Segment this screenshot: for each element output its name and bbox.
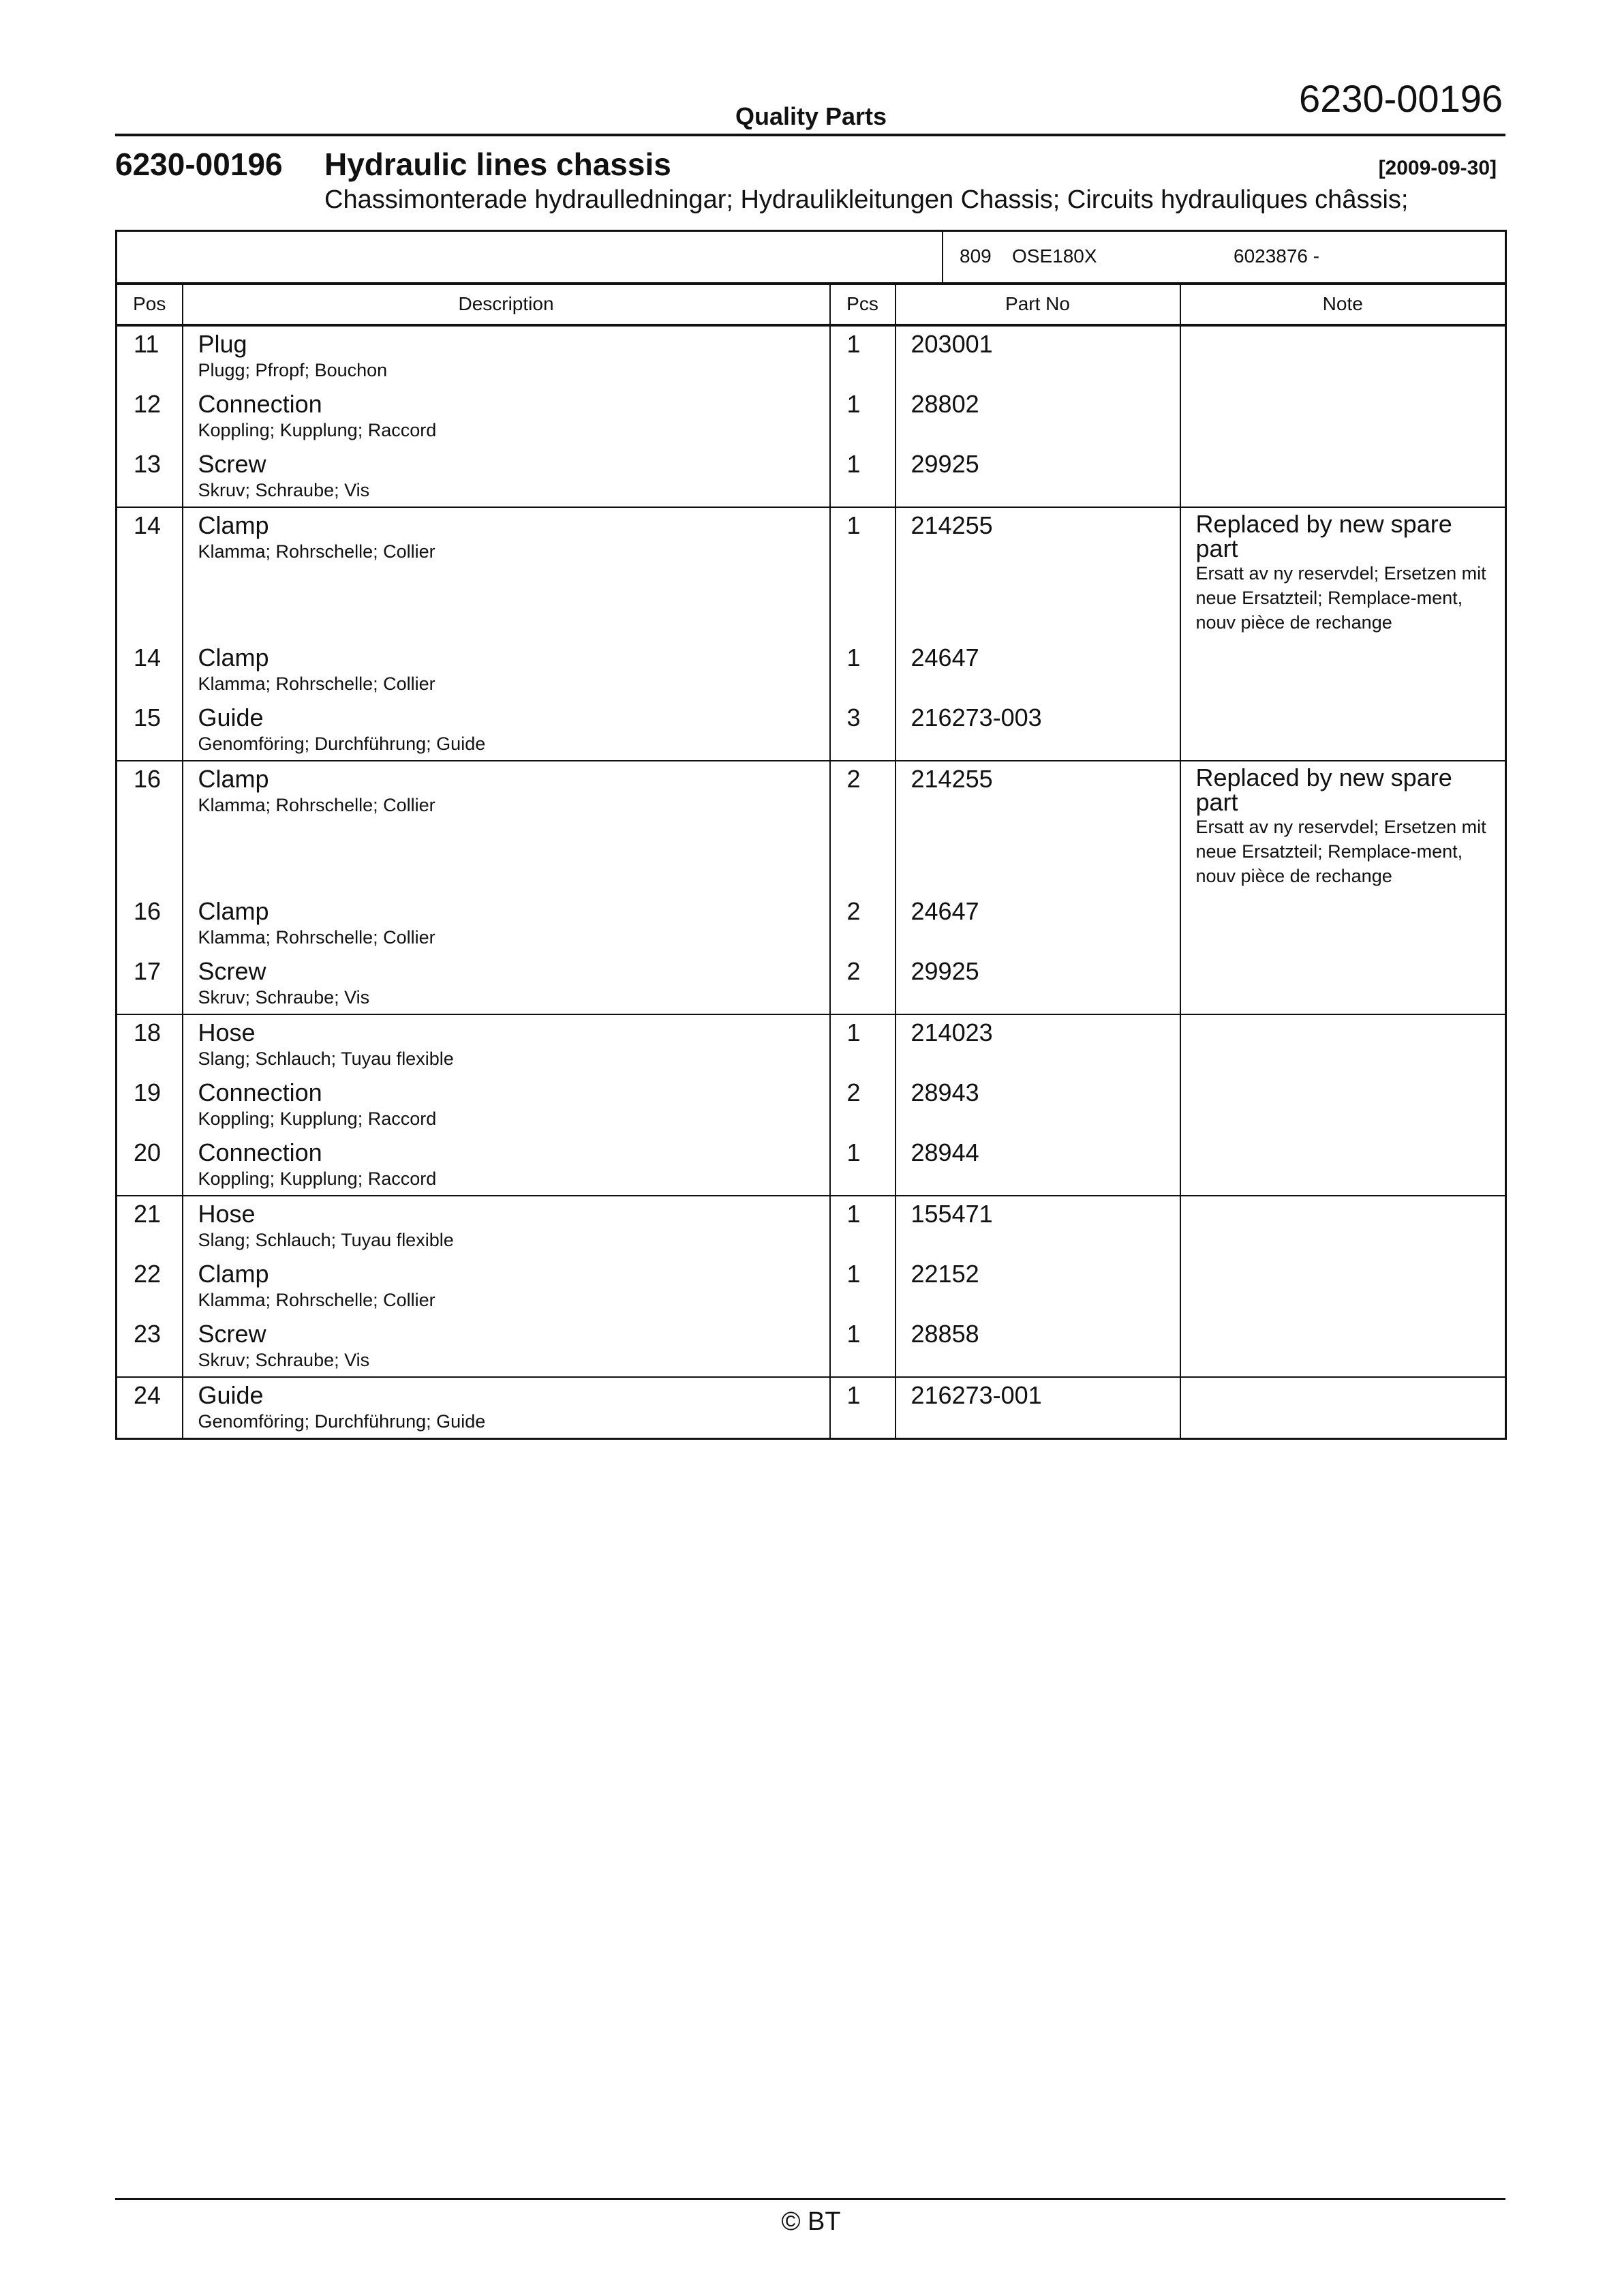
note-cell bbox=[1180, 1256, 1506, 1316]
table-row bbox=[117, 1316, 1506, 1377]
table-row bbox=[117, 325, 1506, 387]
note-cell bbox=[1180, 447, 1506, 507]
part-translations: Skruv; Schraube; Vis bbox=[198, 480, 370, 500]
part-name: Screw bbox=[198, 1320, 266, 1348]
part-translations: Klamma; Rohrschelle; Collier bbox=[198, 674, 435, 694]
pos-cell bbox=[117, 1014, 183, 1075]
description-cell bbox=[183, 447, 830, 507]
note-cell bbox=[1180, 1135, 1506, 1196]
table-row bbox=[117, 954, 1506, 1014]
part-no-cell bbox=[896, 894, 1180, 954]
part-no-cell bbox=[896, 1014, 1180, 1075]
part-name: Clamp bbox=[198, 1260, 269, 1288]
part-number: 203001 bbox=[911, 330, 993, 358]
document-title: Hydraulic lines chassis bbox=[324, 147, 671, 182]
part-no-cell bbox=[896, 640, 1180, 700]
part-number: 24647 bbox=[911, 897, 979, 925]
pcs-cell bbox=[830, 1377, 896, 1439]
pcs-cell bbox=[830, 700, 896, 761]
part-number: 214255 bbox=[911, 765, 993, 793]
pos-value: 18 bbox=[134, 1018, 162, 1046]
parts-group bbox=[117, 325, 1506, 507]
pcs-value: 1 bbox=[846, 390, 861, 418]
part-translations: Genomföring; Durchführung; Guide bbox=[198, 734, 486, 754]
part-translations: Koppling; Kupplung; Raccord bbox=[198, 1168, 437, 1189]
model-info-box bbox=[115, 230, 1507, 285]
part-no-cell bbox=[896, 954, 1180, 1014]
part-translations: Klamma; Rohrschelle; Collier bbox=[198, 1290, 435, 1310]
table-row bbox=[117, 507, 1506, 640]
description-cell bbox=[183, 1377, 830, 1439]
table-row bbox=[117, 700, 1506, 761]
note-cell bbox=[1180, 954, 1506, 1014]
pcs-cell bbox=[830, 325, 896, 387]
part-translations: Skruv; Schraube; Vis bbox=[198, 1350, 370, 1370]
parts-group bbox=[117, 1014, 1506, 1196]
part-number: 28944 bbox=[911, 1138, 979, 1166]
pos-value: 14 bbox=[134, 644, 162, 671]
part-number: 29925 bbox=[911, 957, 979, 985]
part-no-cell bbox=[896, 1075, 1180, 1135]
pcs-cell bbox=[830, 447, 896, 507]
document-subtitle: Chassimonterade hydraulledningar; Hydraulikleitungen Chassis; Circuits hydrauliques châssis; bbox=[324, 185, 1409, 214]
pcs-value: 2 bbox=[846, 957, 861, 985]
table-row bbox=[117, 447, 1506, 507]
note-cell bbox=[1180, 1377, 1506, 1439]
pos-cell bbox=[117, 1196, 183, 1256]
description-cell bbox=[183, 700, 830, 761]
pos-value: 16 bbox=[134, 897, 162, 925]
pcs-cell bbox=[830, 761, 896, 894]
pcs-value: 1 bbox=[846, 1320, 861, 1348]
pos-cell bbox=[117, 447, 183, 507]
column-header-pcs: Pcs bbox=[830, 284, 896, 326]
description-cell bbox=[183, 1075, 830, 1135]
note-cell bbox=[1180, 1075, 1506, 1135]
description-cell bbox=[183, 761, 830, 894]
pos-value: 16 bbox=[134, 765, 162, 793]
part-number: 28802 bbox=[911, 390, 979, 418]
note-cell bbox=[1180, 387, 1506, 447]
part-no-cell bbox=[896, 1135, 1180, 1196]
part-name: Screw bbox=[198, 957, 266, 985]
column-header-part-no: Part No bbox=[896, 284, 1180, 326]
part-number: 28943 bbox=[911, 1078, 979, 1106]
pos-cell bbox=[117, 700, 183, 761]
pos-value: 21 bbox=[134, 1200, 162, 1228]
description-cell bbox=[183, 507, 830, 640]
parts-group bbox=[117, 1196, 1506, 1377]
pos-value: 12 bbox=[134, 390, 162, 418]
description-cell bbox=[183, 325, 830, 387]
description-cell bbox=[183, 1135, 830, 1196]
note-cell bbox=[1180, 700, 1506, 761]
pcs-value: 1 bbox=[846, 450, 861, 478]
part-translations: Klamma; Rohrschelle; Collier bbox=[198, 795, 435, 815]
pcs-value: 1 bbox=[846, 1138, 861, 1166]
pcs-cell bbox=[830, 1014, 896, 1075]
description-cell bbox=[183, 954, 830, 1014]
part-name: Guide bbox=[198, 704, 264, 731]
column-header-pos: Pos bbox=[117, 284, 183, 326]
table-row bbox=[117, 387, 1506, 447]
note-text: Replaced by new spare part bbox=[1195, 764, 1452, 816]
pcs-value: 1 bbox=[846, 1260, 861, 1288]
pcs-value: 1 bbox=[846, 1200, 861, 1228]
pos-value: 11 bbox=[134, 330, 159, 358]
part-name: Guide bbox=[198, 1381, 264, 1409]
part-name: Hose bbox=[198, 1200, 256, 1228]
part-number: 216273-003 bbox=[911, 704, 1042, 731]
part-no-cell bbox=[896, 387, 1180, 447]
pos-value: 15 bbox=[134, 704, 162, 731]
header-divider bbox=[115, 134, 1505, 136]
part-translations: Klamma; Rohrschelle; Collier bbox=[198, 927, 435, 948]
part-name: Hose bbox=[198, 1018, 256, 1046]
pcs-cell bbox=[830, 1316, 896, 1377]
part-translations: Slang; Schlauch; Tuyau flexible bbox=[198, 1230, 454, 1250]
description-cell bbox=[183, 1256, 830, 1316]
part-translations: Klamma; Rohrschelle; Collier bbox=[198, 541, 435, 562]
pos-value: 20 bbox=[134, 1138, 162, 1166]
pos-cell bbox=[117, 1256, 183, 1316]
pcs-value: 1 bbox=[846, 330, 861, 358]
part-number: 24647 bbox=[911, 644, 979, 671]
model-number: 809 bbox=[960, 245, 992, 267]
description-cell bbox=[183, 1196, 830, 1256]
pcs-value: 1 bbox=[846, 644, 861, 671]
table-row bbox=[117, 1014, 1506, 1075]
part-no-cell bbox=[896, 1256, 1180, 1316]
note-translations: Ersatt av ny reservdel; Ersetzen mit neue Ersatzteil; Remplace-ment, nouv pièce de rechange bbox=[1195, 817, 1486, 886]
part-translations: Genomföring; Durchführung; Guide bbox=[198, 1411, 486, 1432]
pos-cell bbox=[117, 1316, 183, 1377]
pos-cell bbox=[117, 1075, 183, 1135]
part-translations: Plugg; Pfropf; Bouchon bbox=[198, 360, 388, 380]
description-cell bbox=[183, 1316, 830, 1377]
part-translations: Koppling; Kupplung; Raccord bbox=[198, 1108, 437, 1129]
copyright: © BT bbox=[781, 2207, 841, 2236]
pos-value: 23 bbox=[134, 1320, 162, 1348]
part-name: Connection bbox=[198, 390, 322, 418]
pcs-value: 1 bbox=[846, 1381, 861, 1409]
description-cell bbox=[183, 1014, 830, 1075]
note-cell bbox=[1180, 507, 1506, 640]
part-no-cell bbox=[896, 447, 1180, 507]
pos-cell bbox=[117, 1135, 183, 1196]
part-number: 216273-001 bbox=[911, 1381, 1042, 1409]
table-row bbox=[117, 894, 1506, 954]
pos-cell bbox=[117, 640, 183, 700]
footer-divider bbox=[115, 2198, 1505, 2200]
description-cell bbox=[183, 387, 830, 447]
pos-cell bbox=[117, 387, 183, 447]
table-row bbox=[117, 1377, 1506, 1439]
serial-range: 6023876 - bbox=[1234, 245, 1320, 267]
pos-cell bbox=[117, 894, 183, 954]
pos-cell bbox=[117, 954, 183, 1014]
part-name: Clamp bbox=[198, 644, 269, 671]
part-number: 29925 bbox=[911, 450, 979, 478]
part-number: 28858 bbox=[911, 1320, 979, 1348]
pcs-cell bbox=[830, 894, 896, 954]
parts-group bbox=[117, 507, 1506, 761]
pos-cell bbox=[117, 507, 183, 640]
pcs-value: 2 bbox=[846, 1078, 861, 1106]
part-number: 155471 bbox=[911, 1200, 993, 1228]
part-no-cell bbox=[896, 507, 1180, 640]
pcs-cell bbox=[830, 507, 896, 640]
part-name: Plug bbox=[198, 330, 247, 358]
pcs-value: 3 bbox=[846, 704, 861, 731]
parts-group bbox=[117, 1377, 1506, 1439]
pos-cell bbox=[117, 1377, 183, 1439]
part-no-cell bbox=[896, 325, 1180, 387]
table-row bbox=[117, 640, 1506, 700]
part-no-cell bbox=[896, 700, 1180, 761]
pcs-cell bbox=[830, 1196, 896, 1256]
part-translations: Skruv; Schraube; Vis bbox=[198, 987, 370, 1008]
part-number: 22152 bbox=[911, 1260, 979, 1288]
model-name: OSE180X bbox=[1012, 245, 1097, 267]
pcs-cell bbox=[830, 1135, 896, 1196]
note-cell bbox=[1180, 894, 1506, 954]
note-text: Replaced by new spare part bbox=[1195, 510, 1452, 562]
part-number: 214023 bbox=[911, 1018, 993, 1046]
part-name: Screw bbox=[198, 450, 266, 478]
part-number: 214255 bbox=[911, 511, 993, 539]
part-name: Clamp bbox=[198, 765, 269, 793]
pos-value: 13 bbox=[134, 450, 162, 478]
table-row bbox=[117, 761, 1506, 894]
pcs-value: 2 bbox=[846, 897, 861, 925]
part-name: Clamp bbox=[198, 511, 269, 539]
note-cell bbox=[1180, 640, 1506, 700]
pos-value: 22 bbox=[134, 1260, 162, 1288]
document-date: [2009-09-30] bbox=[1378, 157, 1497, 179]
header-title: Quality Parts bbox=[735, 102, 887, 130]
column-header-note: Note bbox=[1180, 284, 1506, 326]
pos-value: 24 bbox=[134, 1381, 162, 1409]
pos-value: 14 bbox=[134, 511, 162, 539]
part-no-cell bbox=[896, 1196, 1180, 1256]
note-cell bbox=[1180, 325, 1506, 387]
table-row bbox=[117, 1135, 1506, 1196]
pcs-cell bbox=[830, 1256, 896, 1316]
pos-value: 17 bbox=[134, 957, 162, 985]
part-name: Clamp bbox=[198, 897, 269, 925]
part-no-cell bbox=[896, 761, 1180, 894]
parts-group bbox=[117, 761, 1506, 1014]
parts-table bbox=[115, 282, 1507, 1440]
pos-cell bbox=[117, 325, 183, 387]
table-row bbox=[117, 1196, 1506, 1256]
note-translations: Ersatt av ny reservdel; Ersetzen mit neue Ersatzteil; Remplace-ment, nouv pièce de rechange bbox=[1195, 563, 1486, 633]
table-header-row bbox=[117, 284, 1506, 326]
pcs-cell bbox=[830, 640, 896, 700]
description-cell bbox=[183, 894, 830, 954]
part-translations: Slang; Schlauch; Tuyau flexible bbox=[198, 1048, 454, 1069]
pos-cell bbox=[117, 761, 183, 894]
pcs-value: 2 bbox=[846, 765, 861, 793]
note-cell bbox=[1180, 1014, 1506, 1075]
part-name: Connection bbox=[198, 1078, 322, 1106]
part-translations: Koppling; Kupplung; Raccord bbox=[198, 420, 437, 440]
pcs-value: 1 bbox=[846, 511, 861, 539]
column-header-description: Description bbox=[183, 284, 830, 326]
pcs-cell bbox=[830, 1075, 896, 1135]
note-cell bbox=[1180, 761, 1506, 894]
part-no-cell bbox=[896, 1377, 1180, 1439]
document-code: 6230-00196 bbox=[115, 147, 283, 182]
part-no-cell bbox=[896, 1316, 1180, 1377]
note-cell bbox=[1180, 1196, 1506, 1256]
table-row bbox=[117, 1256, 1506, 1316]
header-part-code: 6230-00196 bbox=[1299, 77, 1503, 120]
pcs-cell bbox=[830, 954, 896, 1014]
pcs-value: 1 bbox=[846, 1018, 861, 1046]
pos-value: 19 bbox=[134, 1078, 162, 1106]
info-divider bbox=[942, 232, 943, 282]
note-cell bbox=[1180, 1316, 1506, 1377]
description-cell bbox=[183, 640, 830, 700]
pcs-cell bbox=[830, 387, 896, 447]
part-name: Connection bbox=[198, 1138, 322, 1166]
table-row bbox=[117, 1075, 1506, 1135]
